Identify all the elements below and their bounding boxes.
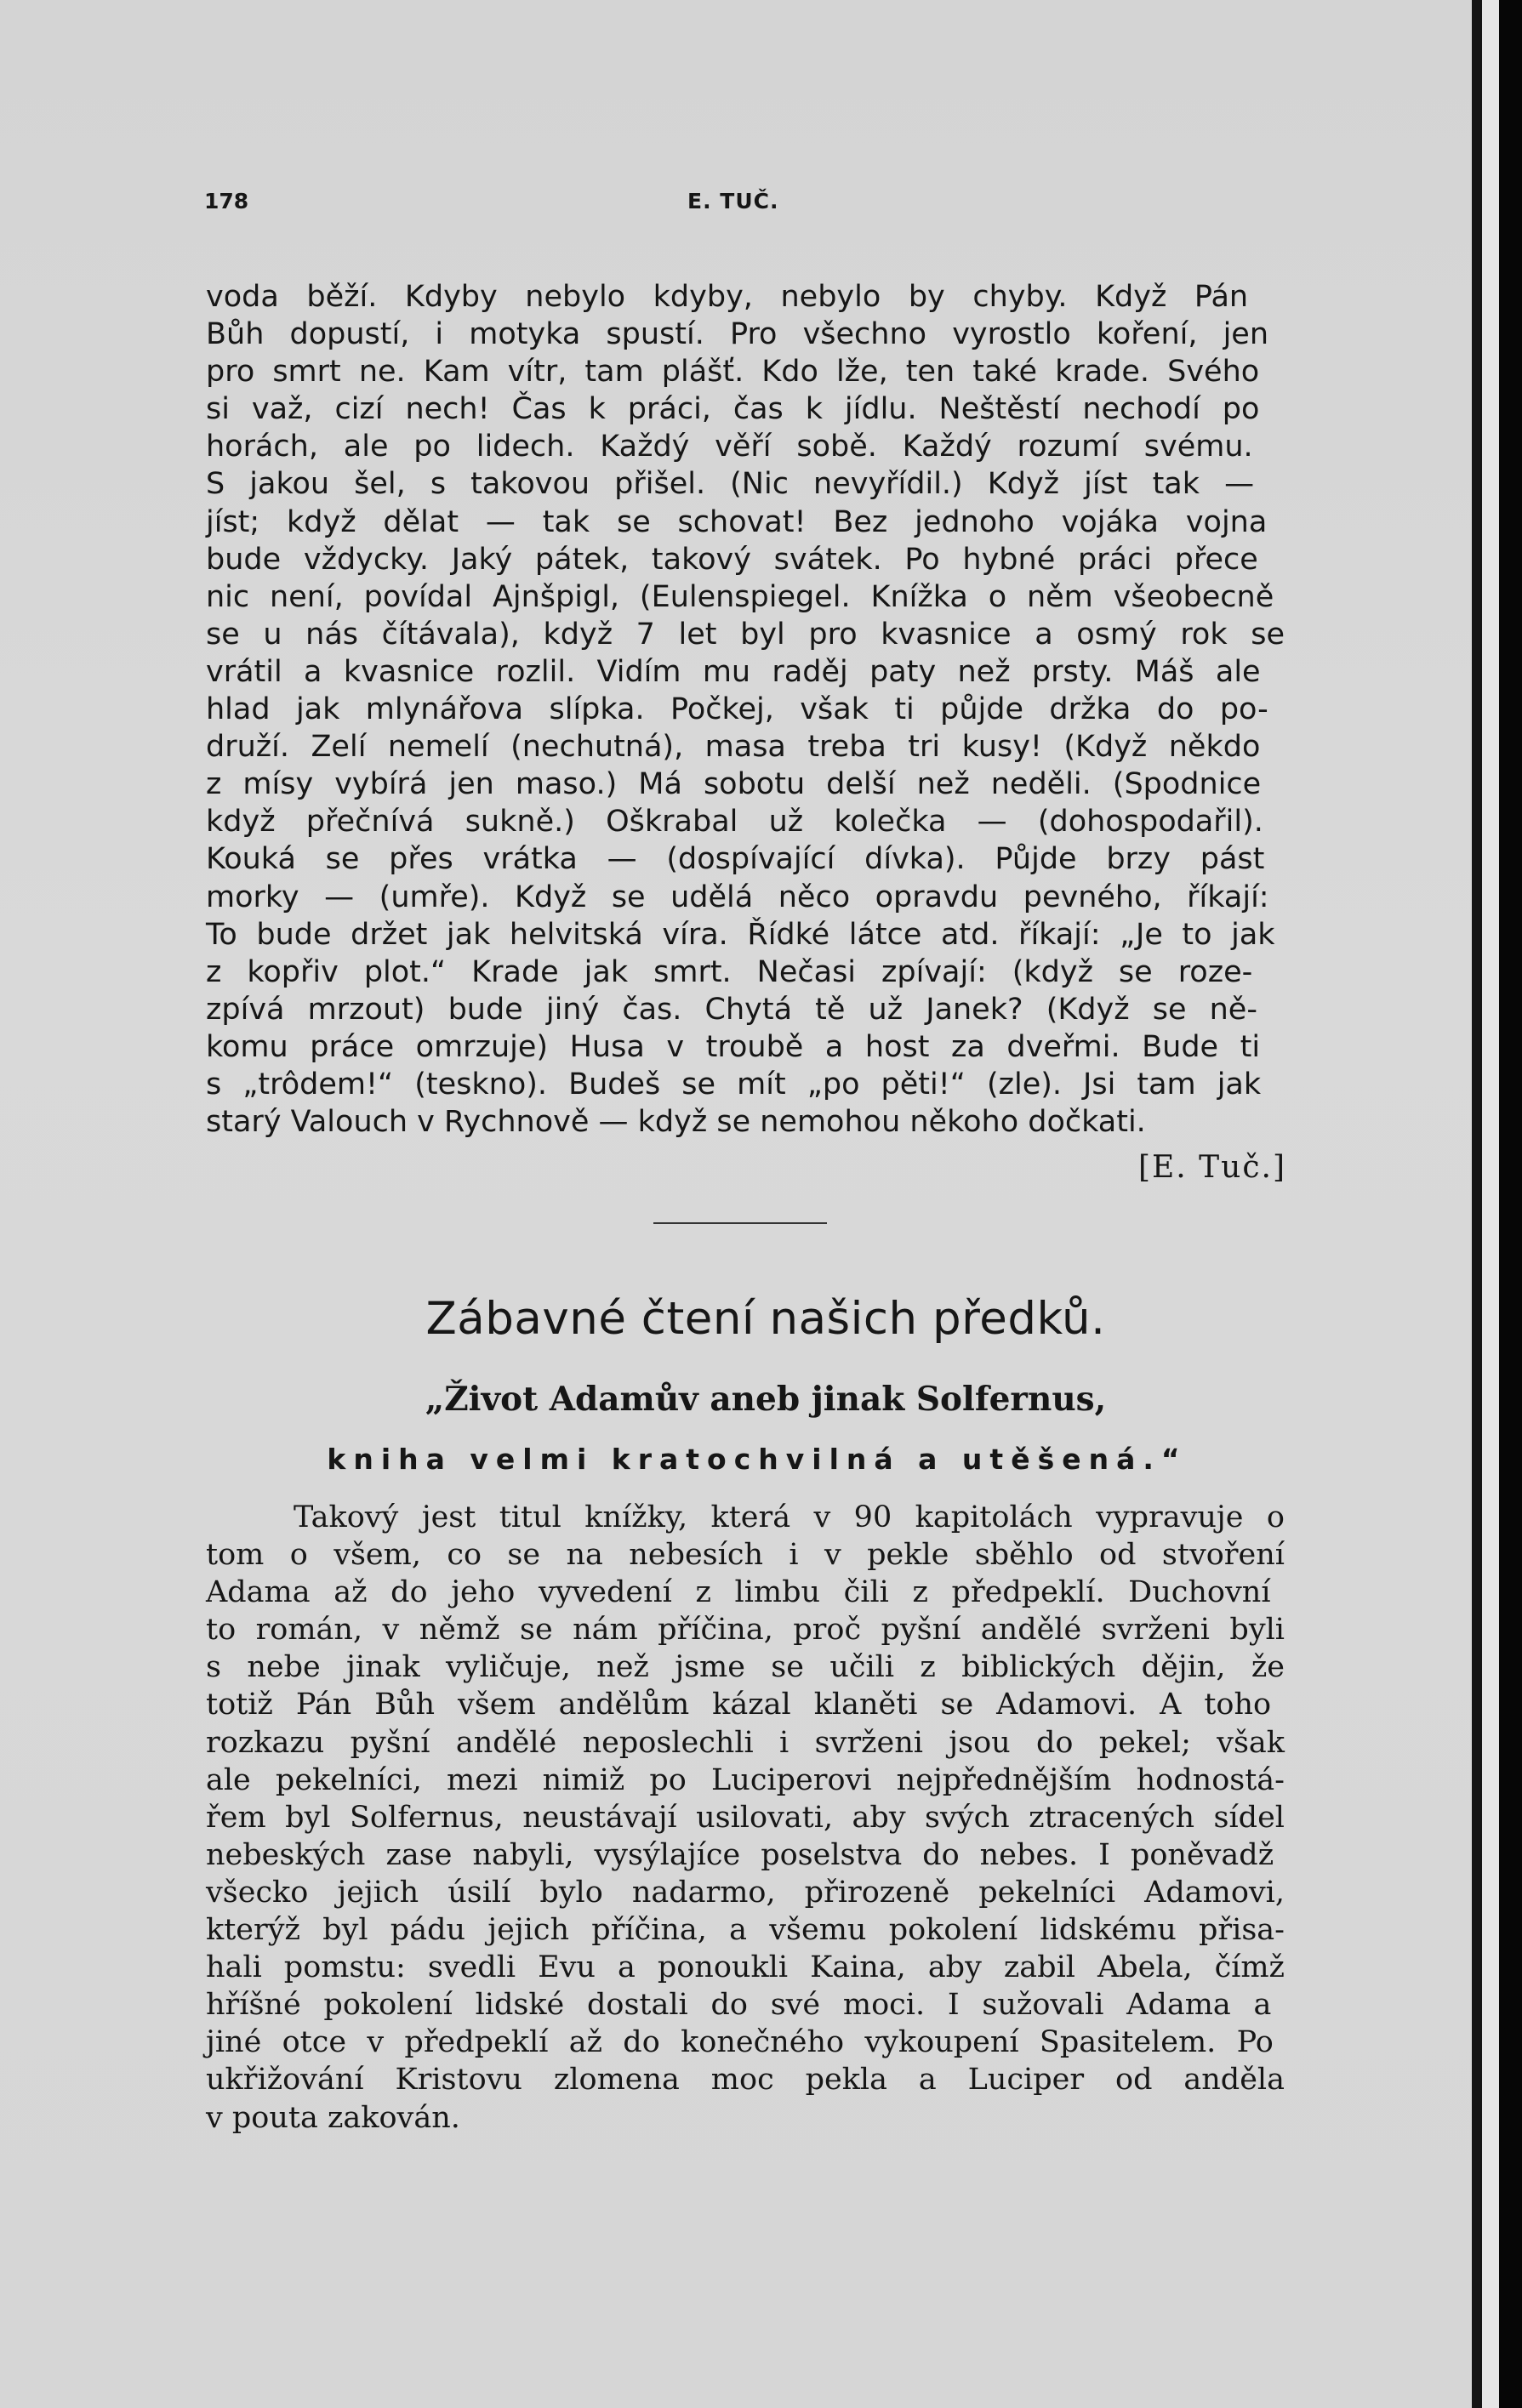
text-line: bude vždycky. Jaký pátek, takový svátek. Po hybné práci přece: [206, 542, 1258, 577]
text-line: jíst; když dělat — tak se schovat! Bez jednoho vojáka vojna: [206, 504, 1268, 539]
body-paragraph: [206, 1499, 1285, 2137]
author-signature: [E. Tuč.]: [1137, 1150, 1286, 1185]
text-line: z kopřiv plot.“ Krade jak smrt. Nečasi zpívají: (když se roze-: [206, 954, 1253, 989]
text-line: řem byl Solfernus, neustávají usilovati, aby svých ztracených sídel: [206, 1800, 1285, 1835]
text-line: hlad jak mlynářova slípka. Počkej, však ti půjde držka do po-: [206, 692, 1268, 727]
text-line: všecko jejich úsilí bylo nadarmo, přirozeně pekelníci Adamovi,: [206, 1875, 1285, 1910]
section-title: Zábavné čtení našich předků.: [425, 1293, 1106, 1345]
text-line: z mísy vybírá jen maso.) Má sobotu delší než neděli. (Spodnice: [206, 767, 1262, 802]
text-line: Bůh dopustí, i motyka spustí. Pro všechno vyrostlo koření, jen: [206, 317, 1269, 352]
text-line: vrátil a kvasnice rozlil. Vidím mu raděj paty než prsty. Máš ale: [206, 654, 1261, 689]
text-line: hali pomstu: svedli Evu a ponoukli Kaina, aby zabil Abela, čímž: [206, 1950, 1285, 1985]
text-line: rozkazu pyšní andělé neposlechli i svrženi jsou do pekel; však: [206, 1725, 1285, 1760]
text-line: v pouta zakován.: [206, 2100, 460, 2135]
running-header: [204, 189, 1310, 223]
text-line: hříšné pokolení lidské dostali do své moci. I sužovali Adama a: [206, 1988, 1272, 2023]
page-edge: [1482, 0, 1499, 2408]
text-line: voda běží. Kdyby nebylo kdyby, nebylo by chyby. Když Pán: [206, 280, 1249, 314]
text-line: tom o všem, co se na nebesích i v pekle sběhlo od stvoření: [206, 1538, 1285, 1573]
text-line: horách, ale po lidech. Každý věří sobě. Každý rozumí svému.: [206, 430, 1253, 464]
text-line: S jakou šel, s takovou přišel. (Nic nevyřídil.) Když jíst tak —: [206, 467, 1255, 502]
text-line: kterýž byl pádu jejich příčina, a všemu pokolení lidskému přisa-: [206, 1913, 1285, 1948]
text-line: Adama až do jeho vyvedení z limbu čili z předpeklí. Duchovní: [206, 1575, 1271, 1610]
text-line: když přečnívá sukně.) Oškrabal už kolečka — (dohospodařil).: [206, 805, 1263, 840]
book-subtitle: kniha velmi kratochvilná a utěšená.“: [327, 1443, 1188, 1476]
running-title: E. TUČ.: [687, 189, 779, 213]
text-line: pro smrt ne. Kam vítr, tam plášť. Kdo lže, ten také krade. Svého: [206, 355, 1260, 390]
text-line: se u nás čítávala), když 7 let byl pro kvasnice a osmý rok se: [206, 617, 1285, 652]
text-line: zpívá mrzout) bude jiný čas. Chytá tě už Janek? (Když se ně-: [206, 992, 1257, 1027]
proverbs-paragraph: [206, 278, 1285, 1141]
text-line: druží. Zelí nemelí (nechutná), masa treba tri kusy! (Když někdo: [206, 730, 1261, 765]
text-line: s „trôdem!“ (teskno). Budeš se mít „po pěti!“ (zle). Jsi tam jak: [206, 1067, 1262, 1102]
text-line: Kouká se přes vrátka — (dospívající dívka). Půjde brzy pást: [206, 842, 1265, 877]
section-divider: [653, 1222, 827, 1224]
text-line: nic není, povídal Ajnšpigl, (Eulenspiegel. Knížka o něm všeobecně: [206, 579, 1274, 614]
text-line: starý Valouch v Rychnově — když se nemohou někoho dočkati.: [206, 1105, 1146, 1140]
text-line: s nebe jinak vyličuje, než jsme se učili z biblických dějin, že: [206, 1650, 1285, 1685]
text-line: komu práce omrzuje) Husa v troubě a host za dveřmi. Bude ti: [206, 1029, 1261, 1064]
text-line: To bude držet jak helvitská víra. Řídké látce atd. říkají: „Je to jak: [206, 917, 1275, 952]
text-line: si važ, cizí nech! Čas k práci, čas k jídlu. Neštěstí nechodí po: [206, 392, 1260, 427]
text-line: jiné otce v předpeklí až do konečného vykoupení Spasitelem. Po: [206, 2025, 1274, 2060]
book-title: „Život Adamův aneb jinak Solfernus,: [425, 1380, 1107, 1419]
page-gutter-shadow: [1472, 0, 1482, 2408]
scan-border: [1499, 0, 1522, 2408]
page-number: 178: [204, 189, 249, 213]
text-line: morky — (umře). Když se udělá něco opravdu pevného, říkají:: [206, 880, 1269, 914]
text-line: totiž Pán Bůh všem andělům kázal klaněti se Adamovi. A toho: [206, 1688, 1272, 1722]
text-line: to román, v němž se nám příčina, proč pyšní andělé svrženi byli: [206, 1613, 1285, 1648]
text-line: ukřižování Kristovu zlomena moc pekla a Luciper od anděla: [206, 2063, 1285, 2098]
text-line: ale pekelníci, mezi nimiž po Luciperovi nejpřednějším hodnostá-: [206, 1762, 1285, 1797]
text-line: Takový jest titul knížky, která v 90 kapitolách vypravuje o: [294, 1500, 1285, 1534]
text-line: nebeských zase nabyli, vysýlajíce poselstva do nebes. I poněvadž: [206, 1837, 1274, 1872]
